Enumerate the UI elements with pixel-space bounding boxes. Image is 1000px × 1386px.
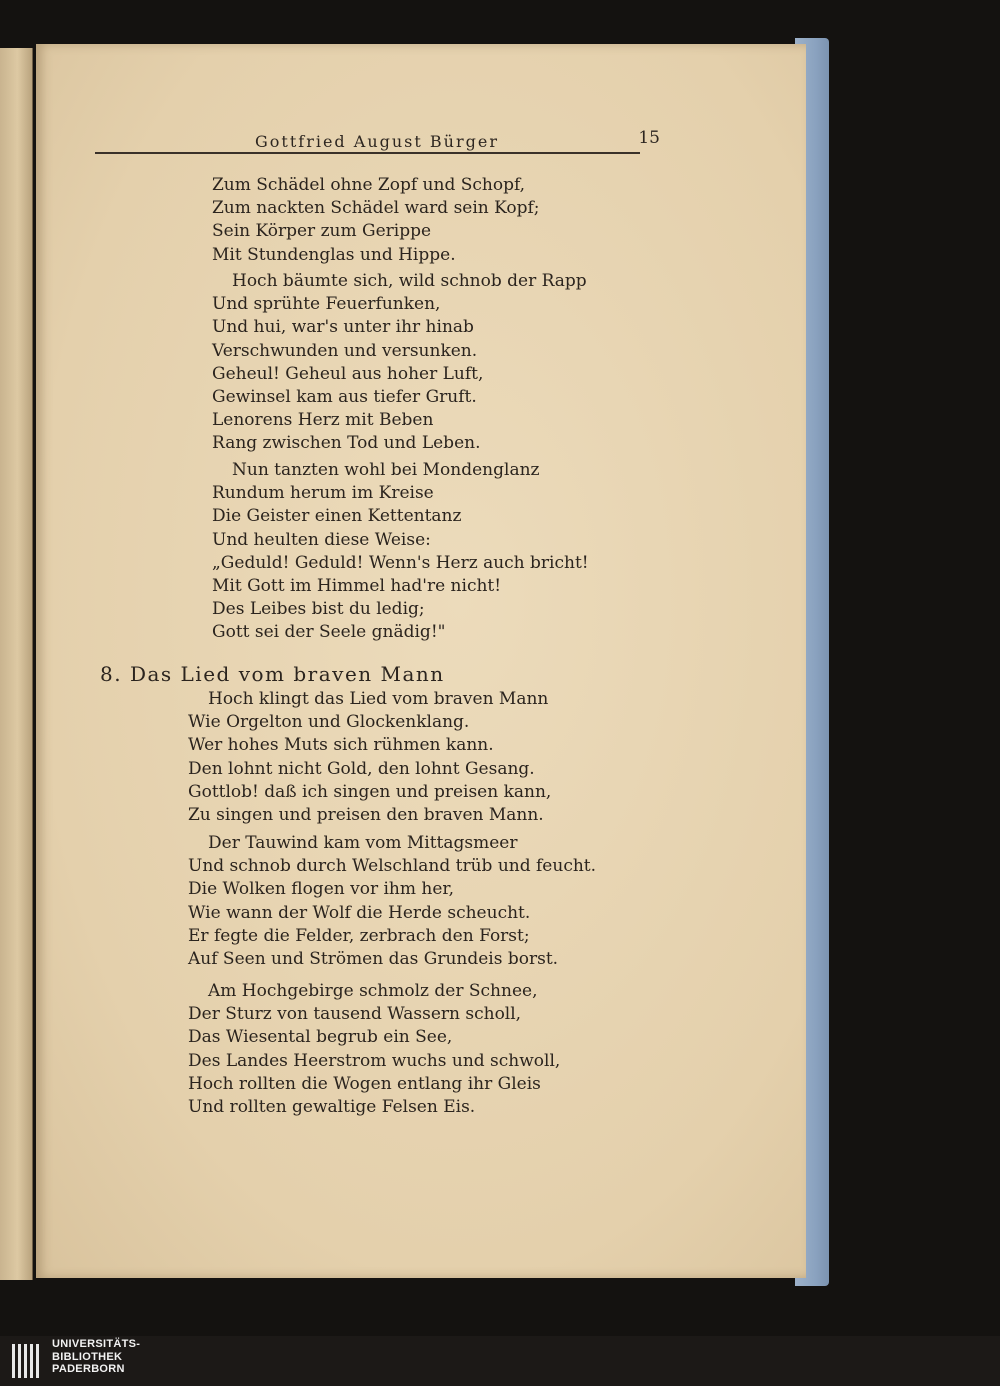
verse-line: Und hui, war's unter ihr hinab xyxy=(212,317,474,338)
verse-line: Am Hochgebirge schmolz der Schnee, xyxy=(208,981,538,1001)
verse-line: Hoch klingt das Lied vom braven Mann xyxy=(208,689,549,709)
verse-line: Zum nackten Schädel ward sein Kopf; xyxy=(212,198,540,219)
verse-line: Und rollten gewaltige Felsen Eis. xyxy=(188,1096,476,1117)
stanza xyxy=(212,270,587,456)
library-logo-text xyxy=(52,1338,140,1376)
verse-line: Die Geister einen Kettentanz xyxy=(212,506,462,527)
verse-line: Auf Seen und Strömen das Grundeis borst. xyxy=(188,948,559,969)
verse-line: Der Sturz von tausend Wassern scholl, xyxy=(188,1004,522,1025)
footer-bar xyxy=(0,1336,1000,1386)
verse-line: Mit Gott im Himmel had're nicht! xyxy=(212,575,502,596)
verse-line: Des Leibes bist du ledig; xyxy=(212,599,425,620)
verse-line: Des Landes Heerstrom wuchs und schwoll, xyxy=(188,1050,561,1071)
verse-line: Und sprühte Feuerfunken, xyxy=(212,294,441,315)
verse-line: Zum Schädel ohne Zopf und Schopf, xyxy=(212,175,526,195)
running-head: Gottfried August Bürger xyxy=(255,132,499,151)
verse-line: Wie wann der Wolf die Herde scheucht. xyxy=(188,902,531,923)
verse-line: „Geduld! Geduld! Wenn's Herz auch bricht! xyxy=(212,552,589,573)
verse-line: Rundum herum im Kreise xyxy=(212,483,434,504)
verse-line: Und schnob durch Welschland trüb und feucht. xyxy=(188,856,597,877)
stanza xyxy=(212,459,589,645)
page-number: 15 xyxy=(638,128,660,148)
verse-line: Den lohnt nicht Gold, den lohnt Gesang. xyxy=(188,758,535,779)
verse-line: Er fegte die Felder, zerbrach den Forst; xyxy=(188,925,530,946)
verse-line: Gott sei der Seele gnädig!" xyxy=(212,622,446,643)
page-header xyxy=(95,128,660,158)
stanza xyxy=(188,980,560,1119)
verse-line: Rang zwischen Tod und Leben. xyxy=(212,433,481,454)
logo-line: PADERBORN xyxy=(52,1363,125,1375)
verse-line: Geheul! Geheul aus hoher Luft, xyxy=(212,363,484,384)
verse-line: Die Wolken flogen vor ihm her, xyxy=(188,879,455,900)
logo-line: BIBLIOTHEK xyxy=(52,1350,123,1363)
verse-line: Gewinsel kam aus tiefer Gruft. xyxy=(212,386,477,407)
stanza xyxy=(212,174,540,267)
verse-line: Nun tanzten wohl bei Mondenglanz xyxy=(232,460,540,480)
logo-line: UNIVERSITÄTS- xyxy=(52,1338,141,1350)
verse-line: Hoch bäumte sich, wild schnob der Rapp xyxy=(232,271,587,291)
verse-line: Wer hohes Muts sich rühmen kann. xyxy=(188,735,494,756)
library-logo-icon xyxy=(12,1338,46,1384)
header-rule xyxy=(95,152,640,154)
verse-line: Der Tauwind kam vom Mittagsmeer xyxy=(208,833,518,853)
stanza xyxy=(188,832,596,971)
verse-line: Sein Körper zum Gerippe xyxy=(212,221,432,242)
verse-line: Und heulten diese Weise: xyxy=(212,529,431,550)
verse-line: Verschwunden und versunken. xyxy=(212,340,478,361)
verse-line: Wie Orgelton und Glockenklang. xyxy=(188,712,470,733)
facing-page-edge xyxy=(0,48,33,1280)
verse-line: Zu singen und preisen den braven Mann. xyxy=(188,804,544,825)
verse-line: Gottlob! daß ich singen und preisen kann, xyxy=(188,781,552,802)
section-heading: 8. Das Lied vom braven Mann xyxy=(100,662,445,686)
verse-line: Mit Stundenglas und Hippe. xyxy=(212,244,456,265)
verse-line: Lenorens Herz mit Beben xyxy=(212,410,434,431)
stanza xyxy=(188,688,551,827)
verse-line: Das Wiesental begrub ein See, xyxy=(188,1027,453,1048)
verse-line: Hoch rollten die Wogen entlang ihr Gleis xyxy=(188,1073,541,1094)
